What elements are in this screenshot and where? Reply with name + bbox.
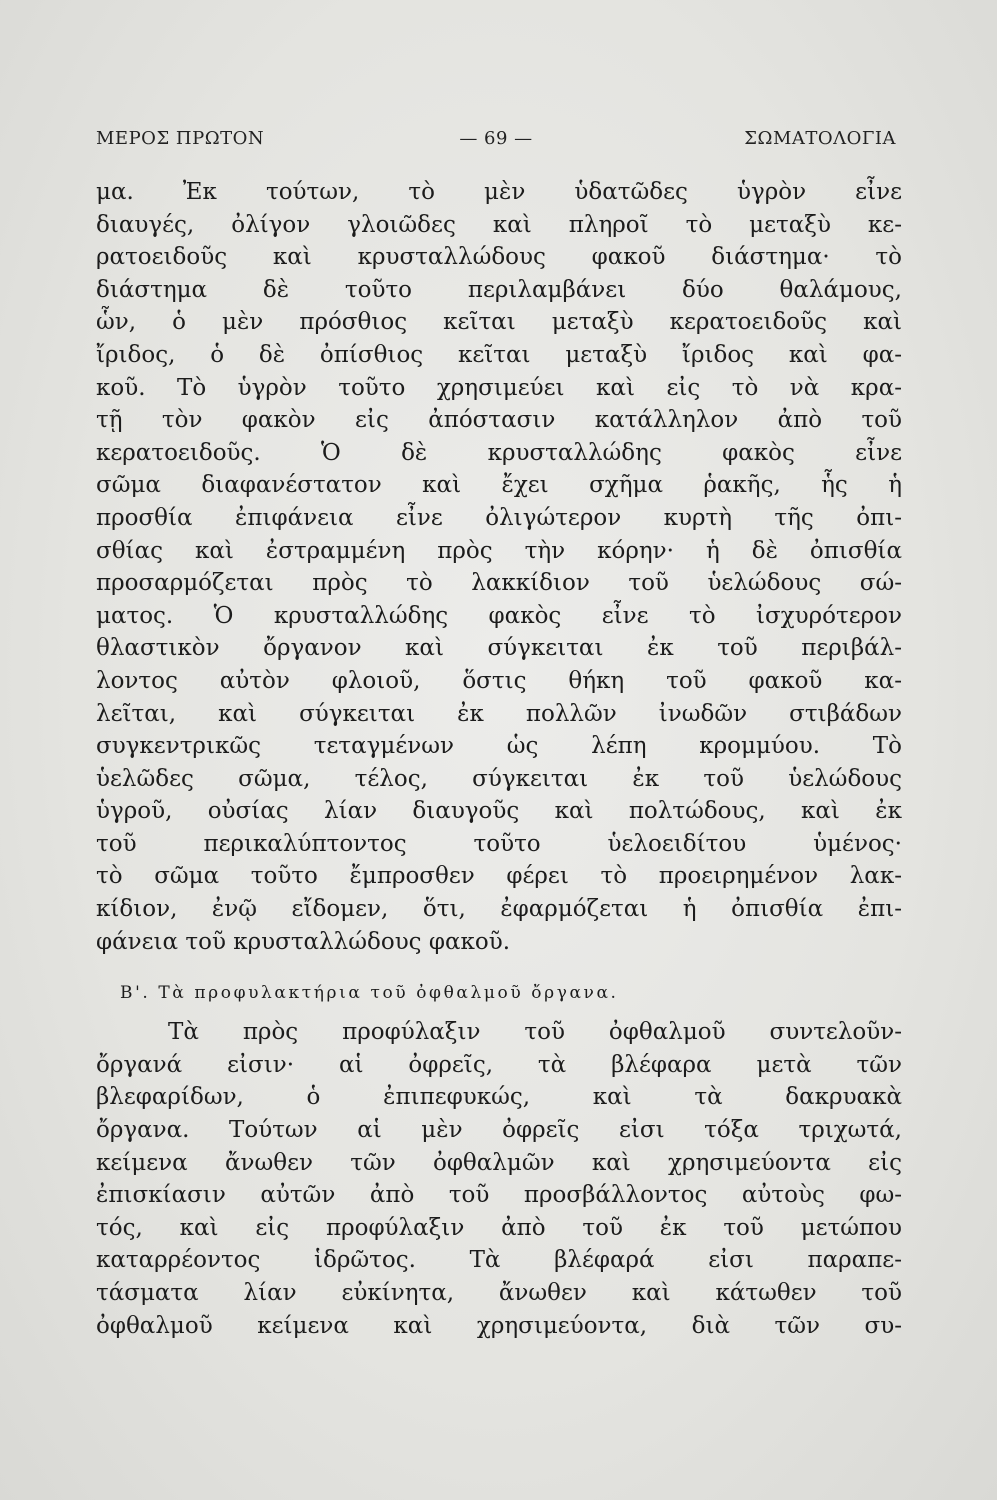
text-line: Τὰ πρὸς προφύλαξιν τοῦ ὀφθαλμοῦ συντελοῦν- [168, 1019, 902, 1046]
running-header [96, 128, 896, 158]
text-line: ὧν, ὁ μὲν πρόσθιος κεῖται μεταξὺ κερατοειδοῦς καὶ [96, 309, 902, 336]
text-line: τοῦ περικαλύπτοντος τοῦτο ὑελοειδίτου ὑμένος· [96, 830, 902, 857]
page-number: — 69 — [459, 128, 533, 149]
text-line: ὑελῶδες σῶμα, τέλος, σύγκειται ἐκ τοῦ ὑελώδους [96, 765, 902, 792]
text-line: ὄργανα. Τούτων αἱ μὲν ὀφρεῖς εἰσι τόξα τριχωτά, [96, 1117, 902, 1144]
text-line: μα. Ἐκ τούτων, τὸ μὲν ὑδατῶδες ὑγρὸν εἶνε [96, 179, 902, 205]
paragraph-1 [96, 176, 902, 958]
text-line: διαυγές, ὀλίγον γλοιῶδες καὶ πληροῖ τὸ μεταξὺ κε- [96, 211, 902, 238]
text-line: φάνεια τοῦ κρυσταλλώδους φακοῦ. [96, 928, 511, 955]
text-line: σῶμα διαφανέστατον καὶ ἔχει σχῆμα ῥακῆς, ἧς ἡ [96, 472, 902, 499]
header-section-title: ΣΩΜΑΤΟΛΟΓΙΑ [744, 128, 896, 149]
text-line: καταρρέοντος ἱδρῶτος. Τὰ βλέφαρά εἰσι παραπε- [96, 1247, 902, 1274]
text-line: βλεφαρίδων, ὁ ἐπιπεφυκώς, καὶ τὰ δακρυακὰ [96, 1084, 902, 1111]
text-line: προσθία ἐπιφάνεια εἶνε ὀλιγώτερον κυρτὴ τῆς ὀπι- [96, 504, 902, 531]
text-line: διάστημα δὲ τοῦτο περιλαμβάνει δύο θαλάμους, [96, 276, 902, 303]
text-line: κοῦ. Τὸ ὑγρὸν τοῦτο χρησιμεύει καὶ εἰς τὸ νὰ κρα- [96, 374, 902, 401]
page-body [96, 176, 902, 1342]
text-line: κίδιον, ἐνῷ εἴδομεν, ὅτι, ἐφαρμόζεται ἡ ὀπισθία ἐπι- [96, 896, 902, 923]
text-line: λοντος αὐτὸν φλοιοῦ, ὅστις θήκη τοῦ φακοῦ κα- [96, 667, 902, 694]
text-line: τάσματα λίαν εὐκίνητα, ἄνωθεν καὶ κάτωθεν τοῦ [96, 1280, 902, 1306]
text-line: ὑγροῦ, οὐσίας λίαν διαυγοῦς καὶ πολτώδους, καὶ ἐκ [96, 798, 902, 825]
text-line: ρατοειδοῦς καὶ κρυσταλλώδους φακοῦ διάστημα· τὸ [96, 244, 902, 271]
section-subheading: Β'. Τὰ προφυλακτήρια τοῦ ὀφθαλμοῦ ὄργανα. [120, 983, 619, 1004]
text-line: λεῖται, καὶ σύγκειται ἐκ πολλῶν ἰνωδῶν στιβάδων [96, 700, 902, 727]
text-line: τὸ σῶμα τοῦτο ἔμπροσθεν φέρει τὸ προειρημένον λακ- [96, 863, 902, 890]
text-line: κείμενα ἄνωθεν τῶν ὀφθαλμῶν καὶ χρησιμεύοντα εἰς [96, 1149, 902, 1176]
header-part-title: ΜΕΡΟΣ ΠΡΩΤΟΝ [96, 128, 265, 149]
text-line: τός, καὶ εἰς προφύλαξιν ἀπὸ τοῦ ἐκ τοῦ μετώπου [96, 1214, 902, 1241]
text-line: κερατοειδοῦς. Ὁ δὲ κρυσταλλώδης φακὸς εἶνε [96, 439, 902, 466]
text-line: σθίας καὶ ἐστραμμένη πρὸς τὴν κόρην· ἡ δὲ ὀπισθία [96, 537, 902, 564]
paragraph-2 [96, 1016, 902, 1342]
text-line: τῇ τὸν φακὸν εἰς ἀπόστασιν κατάλληλον ἀπὸ τοῦ [96, 407, 902, 434]
text-line: ἴριδος, ὁ δὲ ὀπίσθιος κεῖται μεταξὺ ἴριδος καὶ φα- [96, 341, 902, 368]
text-line: ἐπισκίασιν αὐτῶν ἀπὸ τοῦ προσβάλλοντος αὐτοὺς φω- [96, 1182, 902, 1209]
text-line: ὄργανά εἰσιν· αἱ ὀφρεῖς, τὰ βλέφαρα μετὰ τῶν [96, 1051, 902, 1078]
text-line: θλαστικὸν ὄργανον καὶ σύγκειται ἐκ τοῦ περιβάλ- [96, 635, 902, 662]
text-line: ὀφθαλμοῦ κείμενα καὶ χρησιμεύοντα, διὰ τῶν συ- [96, 1312, 902, 1339]
text-line: ματος. Ὁ κρυσταλλώδης φακὸς εἶνε τὸ ἰσχυρότερον [96, 602, 902, 629]
text-line: συγκεντρικῶς τεταγμένων ὡς λέπη κρομμύου. Τὸ [96, 733, 902, 760]
text-line: προσαρμόζεται πρὸς τὸ λακκίδιον τοῦ ὑελώδους σώ- [96, 570, 902, 597]
